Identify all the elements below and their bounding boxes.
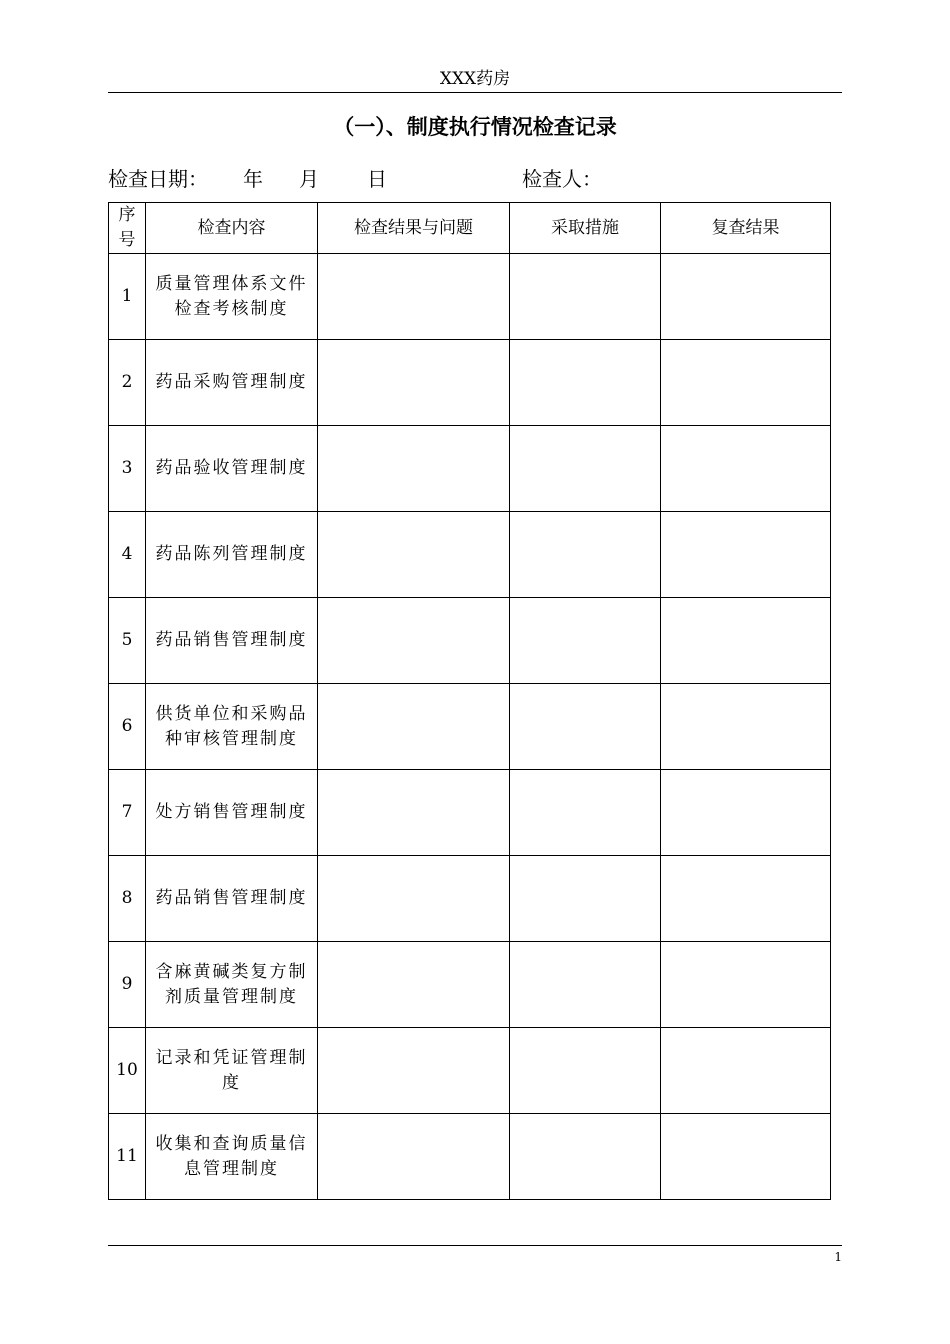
- header-inspection-content: 检查内容: [146, 203, 318, 254]
- row-content: 处方销售管理制度: [146, 770, 318, 856]
- table-row: [109, 856, 831, 942]
- row-content: 收集和查询质量信息管理制度: [146, 1114, 318, 1200]
- table-row: [109, 1028, 831, 1114]
- row-review-cell[interactable]: [661, 598, 831, 684]
- row-results-cell[interactable]: [318, 254, 510, 340]
- table-row: [109, 426, 831, 512]
- row-measures-cell[interactable]: [510, 340, 661, 426]
- row-measures-cell[interactable]: [510, 512, 661, 598]
- table-row: [109, 770, 831, 856]
- row-review-cell[interactable]: [661, 942, 831, 1028]
- row-measures-cell[interactable]: [510, 1114, 661, 1200]
- row-measures-cell[interactable]: [510, 770, 661, 856]
- inspection-record-table: [108, 202, 831, 1200]
- row-measures-cell[interactable]: [510, 856, 661, 942]
- header-results-issues: 检查结果与问题: [318, 203, 510, 254]
- row-measures-cell[interactable]: [510, 942, 661, 1028]
- table-row: [109, 1114, 831, 1200]
- month-label: 月: [299, 167, 319, 191]
- row-results-cell[interactable]: [318, 512, 510, 598]
- page-title: （一）、制度执行情况检查记录: [333, 115, 617, 139]
- row-measures-cell[interactable]: [510, 1028, 661, 1114]
- row-content: 药品销售管理制度: [146, 598, 318, 684]
- row-review-cell[interactable]: [661, 340, 831, 426]
- row-content: 供货单位和采购品种审核管理制度: [146, 684, 318, 770]
- row-number: 5: [109, 598, 146, 684]
- row-number: 7: [109, 770, 146, 856]
- page-header: XXX药房: [439, 69, 511, 89]
- row-review-cell[interactable]: [661, 856, 831, 942]
- row-content: 药品验收管理制度: [146, 426, 318, 512]
- row-results-cell[interactable]: [318, 1114, 510, 1200]
- row-review-cell[interactable]: [661, 254, 831, 340]
- row-results-cell[interactable]: [318, 340, 510, 426]
- row-review-cell[interactable]: [661, 426, 831, 512]
- row-number: 1: [109, 254, 146, 340]
- table-row: [109, 942, 831, 1028]
- table-header-row: [109, 203, 831, 254]
- row-number: 9: [109, 942, 146, 1028]
- row-results-cell[interactable]: [318, 426, 510, 512]
- inspection-date-label: 检查日期：: [108, 167, 208, 191]
- row-number: 11: [109, 1114, 146, 1200]
- row-review-cell[interactable]: [661, 1114, 831, 1200]
- row-measures-cell[interactable]: [510, 426, 661, 512]
- row-number: 2: [109, 340, 146, 426]
- row-review-cell[interactable]: [661, 770, 831, 856]
- table-row: [109, 512, 831, 598]
- row-content: 药品采购管理制度: [146, 340, 318, 426]
- row-number: 4: [109, 512, 146, 598]
- row-content: 药品陈列管理制度: [146, 512, 318, 598]
- year-label: 年: [243, 167, 263, 191]
- header-review-results: 复查结果: [661, 203, 831, 254]
- header-serial-number: 序号: [109, 203, 146, 254]
- row-number: 10: [109, 1028, 146, 1114]
- row-results-cell[interactable]: [318, 856, 510, 942]
- row-number: 8: [109, 856, 146, 942]
- row-review-cell[interactable]: [661, 684, 831, 770]
- footer-divider: [108, 1245, 842, 1246]
- header-divider: [108, 92, 842, 93]
- row-measures-cell[interactable]: [510, 598, 661, 684]
- row-content: 记录和凭证管理制度: [146, 1028, 318, 1114]
- row-results-cell[interactable]: [318, 598, 510, 684]
- table-row: [109, 684, 831, 770]
- table-row: [109, 340, 831, 426]
- row-review-cell[interactable]: [661, 512, 831, 598]
- header-measures-taken: 采取措施: [510, 203, 661, 254]
- row-results-cell[interactable]: [318, 942, 510, 1028]
- row-measures-cell[interactable]: [510, 684, 661, 770]
- row-measures-cell[interactable]: [510, 254, 661, 340]
- row-results-cell[interactable]: [318, 770, 510, 856]
- table-row: [109, 254, 831, 340]
- inspector-label: 检查人：: [522, 167, 602, 191]
- row-results-cell[interactable]: [318, 1028, 510, 1114]
- table-row: [109, 598, 831, 684]
- row-content: 含麻黄碱类复方制剂质量管理制度: [146, 942, 318, 1028]
- row-review-cell[interactable]: [661, 1028, 831, 1114]
- page-number: 1: [834, 1250, 842, 1264]
- row-content: 药品销售管理制度: [146, 856, 318, 942]
- row-results-cell[interactable]: [318, 684, 510, 770]
- row-number: 3: [109, 426, 146, 512]
- day-label: 日: [367, 167, 387, 191]
- row-number: 6: [109, 684, 146, 770]
- row-content: 质量管理体系文件检查考核制度: [146, 254, 318, 340]
